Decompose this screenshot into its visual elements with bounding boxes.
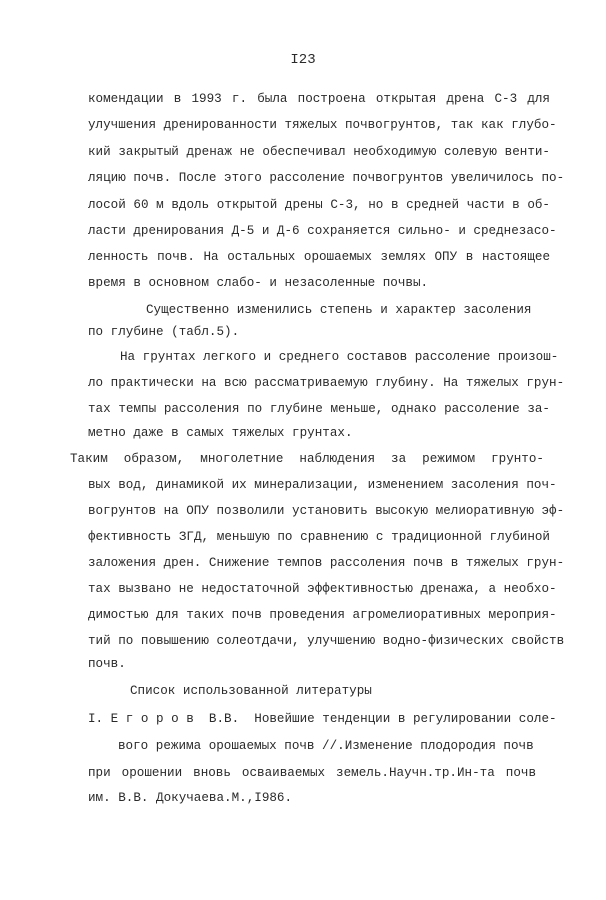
text-line: метно даже в самых тяжелых грунтах. bbox=[88, 426, 353, 440]
text-line: ленность почв. На остальных орошаемых землях ОПУ в настоящее bbox=[88, 250, 550, 264]
text-line: комендации в 1993 г. была построена открытая дрена С-3 для bbox=[88, 92, 550, 106]
text-line: На грунтах легкого и среднего составов рассоление произош- bbox=[120, 350, 559, 364]
text-line: лосой 60 м вдоль открытой дрены С-3, но в средней части в об- bbox=[88, 198, 550, 212]
references-heading: Список использованной литературы bbox=[130, 684, 372, 698]
text-line: Существенно изменились степень и характер засоления bbox=[146, 303, 532, 317]
text-line: вых вод, динамикой их минерализации, изменением засоления поч- bbox=[88, 478, 557, 492]
text-line: тий по повышению солеотдачи, улучшению водно-физических свойств bbox=[88, 634, 565, 648]
text-line: фективность ЗГД, меньшую по сравнению с традиционной глубиной bbox=[88, 530, 550, 544]
text-line: время в основном слабо- и незасоленные почвы. bbox=[88, 276, 429, 290]
text-line: по глубине (табл.5). bbox=[88, 325, 240, 339]
text-line: улучшения дренированности тяжелых почвогрунтов, так как глубо- bbox=[88, 118, 557, 132]
text-line: ло практически на всю рассматриваемую глубину. На тяжелых грун- bbox=[88, 376, 565, 390]
text-line: вогрунтов на ОПУ позволили установить высокую мелиоративную эф- bbox=[88, 504, 565, 518]
text-line: почв. bbox=[88, 657, 126, 671]
text-line: заложения дрен. Снижение темпов рассоления почв в тяжелых грун- bbox=[88, 556, 565, 570]
text-line: вого режима орошаемых почв //.Изменение плодородия почв bbox=[118, 739, 534, 753]
text-line: ляцию почв. После этого рассоление почвогрунтов увеличилось по- bbox=[88, 171, 565, 185]
text-line: димостью для таких почв проведения агромелиоративных мероприя- bbox=[88, 608, 557, 622]
page-number: I23 bbox=[290, 52, 316, 68]
text-line: ласти дренирования Д-5 и Д-6 сохраняется сильно- и среднезасо- bbox=[88, 224, 557, 238]
text-line: Таким образом, многолетние наблюдения за режимом грунто- bbox=[70, 452, 544, 466]
text-line: им. В.В. Докучаева.М.,I986. bbox=[88, 791, 293, 805]
text-line: тах вызвано не недостаточной эффективностью дренажа, а необхо- bbox=[88, 582, 557, 596]
text-line: I. Е г о р о в В.В. Новейшие тенденции в регулировании соле- bbox=[88, 712, 557, 726]
text-line: кий закрытый дренаж не обеспечивал необходимую солевую венти- bbox=[88, 145, 550, 159]
text-line: при орошении вновь осваиваемых земель.Научн.тр.Ин-та почв bbox=[88, 766, 536, 780]
text-line: тах темпы рассоления по глубине меньше, однако рассоление за- bbox=[88, 402, 550, 416]
